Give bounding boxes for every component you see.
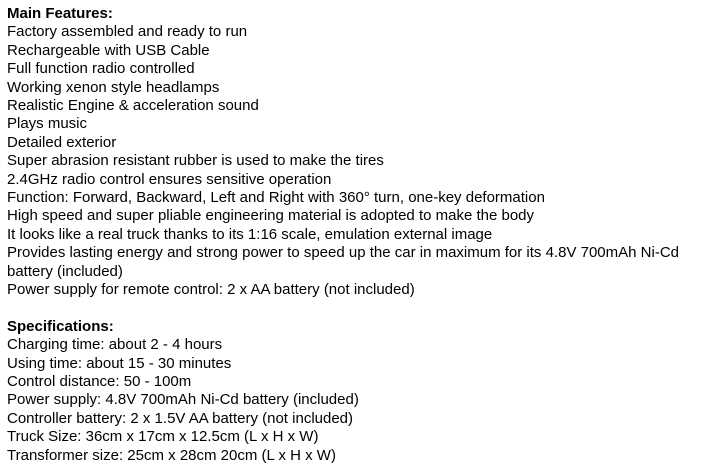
feature-item: Factory assembled and ready to run: [7, 23, 248, 41]
spec-item: Transformer size: 25cm x 28cm 20cm (L x H x W): [7, 446, 336, 464]
spec-item: Controller battery: 2 x 1.5V AA battery (not included): [7, 409, 354, 427]
feature-item: Full function radio controlled: [7, 60, 195, 78]
spec-item: Truck Size: 36cm x 17cm x 12.5cm (L x H x W): [7, 428, 319, 446]
main-features-heading: Main Features:: [7, 5, 113, 22]
feature-item: Rechargeable with USB Cable: [7, 41, 210, 59]
feature-item: 2.4GHz radio control ensures sensitive operation: [7, 170, 332, 188]
specifications-list: [7, 336, 707, 465]
features-list: [7, 23, 707, 299]
feature-item: Realistic Engine & acceleration sound: [7, 97, 259, 115]
feature-item: Detailed exterior: [7, 133, 117, 151]
feature-item: Power supply for remote control: 2 x AA battery (not included): [7, 281, 415, 299]
feature-item: It looks like a real truck thanks to its 1:16 scale, emulation external image: [7, 225, 493, 243]
feature-item: Provides lasting energy and strong power to speed up the car in maximum for its 4.8V 700mAh Ni-Cd battery (included): [7, 244, 679, 280]
feature-item: Plays music: [7, 115, 88, 133]
feature-item: Super abrasion resistant rubber is used to make the tires: [7, 152, 384, 170]
feature-item: High speed and super pliable engineering material is adopted to make the body: [7, 207, 535, 225]
feature-item: Function: Forward, Backward, Left and Right with 360° turn, one-key deformation: [7, 189, 545, 207]
specifications-heading: Specifications:: [7, 317, 114, 335]
section-spacer: [7, 299, 707, 317]
feature-item: Working xenon style headlamps: [7, 78, 220, 96]
spec-item: Using time: about 15 - 30 minutes: [7, 354, 232, 372]
spec-item: Charging time: about 2 - 4 hours: [7, 336, 223, 354]
document-body: [7, 5, 707, 465]
spec-item: Control distance: 50 - 100m: [7, 373, 192, 391]
spec-item: Power supply: 4.8V 700mAh Ni-Cd battery (included): [7, 391, 359, 409]
